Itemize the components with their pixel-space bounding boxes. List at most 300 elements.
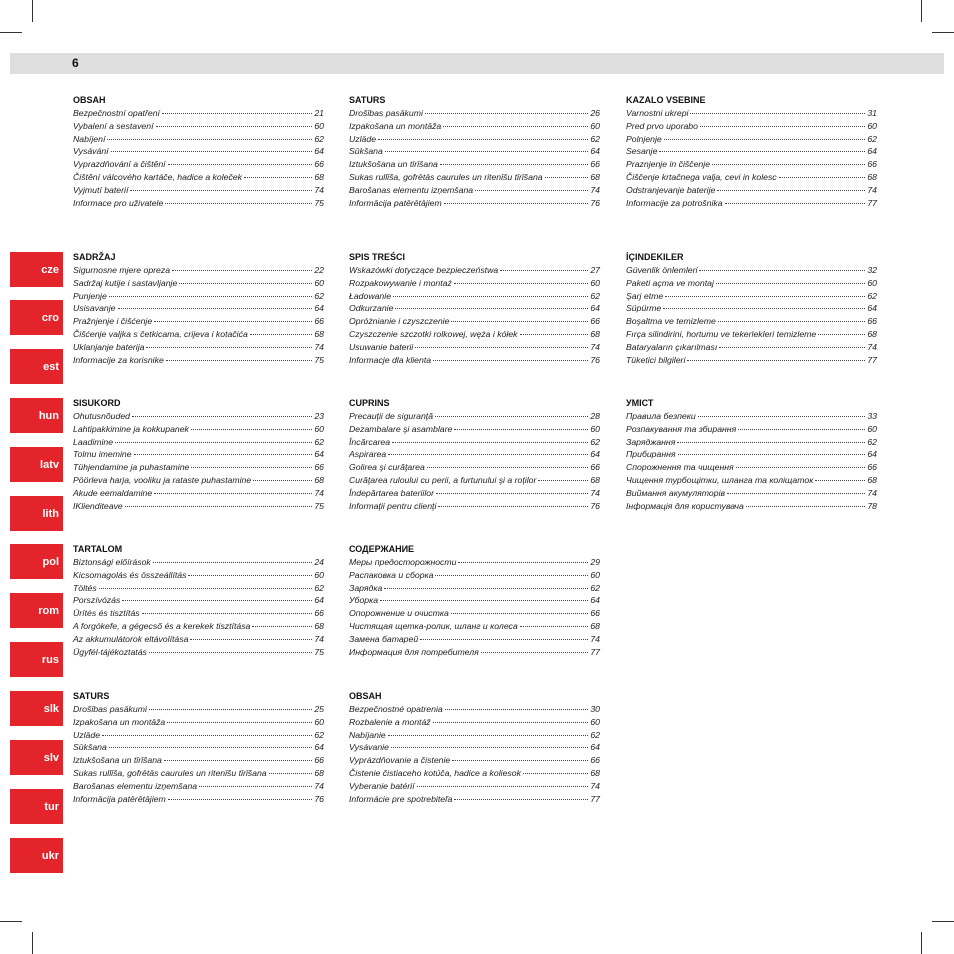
dot-leader (388, 454, 588, 455)
dot-leader (149, 652, 312, 653)
language-tab-latv[interactable]: latv (10, 447, 63, 482)
section-title: SADRŽAJ (73, 252, 116, 262)
dot-leader (716, 283, 865, 284)
toc-entry[interactable] (626, 354, 877, 367)
toc-entry[interactable] (349, 264, 600, 277)
entry-page-number: 29 (590, 557, 600, 567)
dot-leader (665, 296, 865, 297)
dot-leader (687, 360, 865, 361)
dot-leader (727, 493, 865, 494)
toc-entry[interactable] (349, 133, 600, 146)
entry-title: Uzlāde (349, 133, 377, 144)
toc-section (73, 95, 324, 209)
toc-entry[interactable] (349, 184, 600, 197)
crop-mark (32, 0, 33, 22)
language-tab-lith[interactable]: lith (10, 496, 63, 531)
dot-leader (425, 113, 588, 114)
dot-leader (818, 334, 865, 335)
toc-entry[interactable] (626, 264, 877, 277)
entry-title: Izpakošana un montāža (349, 120, 442, 131)
toc-entry[interactable] (349, 290, 600, 303)
dot-leader (443, 126, 588, 127)
entry-page-number: 27 (590, 265, 600, 275)
dot-leader (391, 747, 588, 748)
toc-section (73, 252, 324, 366)
entry-page-number: 62 (314, 729, 324, 740)
toc-entry[interactable] (73, 633, 324, 646)
toc-entry[interactable] (73, 410, 324, 423)
entry-title: Az akkumulátorok eltávolítása (73, 633, 189, 644)
entry-page-number: 66 (867, 159, 877, 170)
entry-page-number: 64 (867, 449, 877, 460)
entry-title: Încărcarea (349, 436, 391, 447)
dot-leader (725, 203, 866, 204)
toc-entry[interactable] (349, 158, 600, 171)
entry-title: Rozpakowywanie i montaż (349, 277, 452, 288)
toc-entry[interactable] (73, 646, 324, 659)
entry-title: Nabíjanie (349, 729, 386, 740)
toc-entry[interactable] (626, 448, 877, 461)
entry-page-number: 77 (590, 793, 600, 804)
dot-leader (427, 467, 589, 468)
dot-leader (168, 164, 313, 165)
toc-entry[interactable] (626, 341, 877, 354)
dot-leader (520, 334, 589, 335)
entry-title: Uklanjanje baterija (73, 341, 145, 352)
entry-title: Tühjendamine ja puhastamine (73, 462, 190, 473)
entry-title: Sūkšana (73, 742, 107, 753)
entry-page-number: 74 (314, 780, 324, 791)
entry-title: Informācija patērētājiem (73, 793, 166, 804)
entry-page-number: 76 (590, 354, 600, 365)
dot-leader (378, 139, 588, 140)
dot-leader (153, 562, 313, 563)
toc-entry[interactable] (73, 423, 324, 436)
entry-title: Precauţii de siguranţă (349, 411, 434, 421)
toc-entry[interactable] (73, 120, 324, 133)
toc-entry[interactable] (626, 436, 877, 449)
entry-title: Tolmu imemine (73, 449, 132, 460)
toc-entry[interactable] (349, 171, 600, 184)
toc-entry[interactable] (73, 302, 324, 315)
toc-entry[interactable] (73, 315, 324, 328)
entry-page-number: 75 (314, 354, 324, 365)
toc-entry[interactable] (626, 197, 877, 210)
toc-entry[interactable] (73, 328, 324, 341)
toc-entry[interactable] (73, 158, 324, 171)
entry-page-number: 60 (867, 423, 877, 434)
entry-page-number: 74 (590, 633, 600, 644)
toc-entry[interactable] (349, 633, 600, 646)
toc-section (626, 95, 877, 209)
entry-page-number: 68 (590, 328, 600, 339)
toc-entry[interactable] (349, 474, 600, 487)
dot-leader (134, 454, 313, 455)
toc-entry[interactable] (73, 729, 324, 742)
toc-entry[interactable] (349, 646, 600, 659)
entry-title: Odkurzanie (349, 303, 394, 314)
toc-entry[interactable] (626, 158, 877, 171)
entry-page-number: 60 (590, 423, 600, 434)
dot-leader (690, 113, 865, 114)
header-bar (10, 53, 944, 74)
dot-leader (452, 760, 588, 761)
entry-title: Dezambalare şi asamblare (349, 423, 453, 434)
entry-page-number: 25 (314, 704, 324, 714)
entry-page-number: 21 (314, 108, 324, 118)
entry-page-number: 74 (314, 633, 324, 644)
toc-entry[interactable] (73, 145, 324, 158)
dot-leader (698, 416, 866, 417)
language-tab-slk[interactable]: slk (10, 691, 63, 726)
entry-page-number: 62 (867, 436, 877, 447)
toc-entry[interactable] (349, 107, 600, 120)
toc-entry[interactable] (73, 569, 324, 582)
entry-title: Опорожнение и очистка (349, 608, 449, 619)
section-title: SISUKORD (73, 398, 121, 408)
dot-leader (393, 296, 588, 297)
entry-page-number: 68 (590, 767, 600, 778)
entry-page-number: 66 (590, 159, 600, 170)
entry-title: Спорожнення та чищення (626, 462, 734, 473)
toc-entry[interactable] (73, 487, 324, 500)
toc-entry[interactable] (626, 290, 877, 303)
entry-title: Прибирання (626, 449, 676, 460)
entry-page-number: 60 (314, 423, 324, 434)
crop-mark (32, 932, 33, 954)
toc-entry[interactable] (349, 487, 600, 500)
toc-entry[interactable] (626, 423, 877, 436)
toc-entry[interactable] (349, 410, 600, 423)
crop-mark (0, 32, 22, 33)
entry-page-number: 77 (590, 646, 600, 657)
toc-entry[interactable] (349, 277, 600, 290)
entry-page-number: 64 (314, 595, 324, 606)
dot-leader (130, 190, 312, 191)
entry-page-number: 68 (867, 328, 877, 339)
toc-entry[interactable] (349, 354, 600, 367)
entry-title: Vybalení a sestavení (73, 120, 154, 131)
toc-entry[interactable] (626, 277, 877, 290)
toc-entry[interactable] (73, 354, 324, 367)
language-tab-pol[interactable]: pol (10, 544, 63, 579)
entry-page-number: 22 (314, 265, 324, 275)
entry-page-number: 62 (314, 290, 324, 301)
entry-page-number: 64 (314, 742, 324, 753)
toc-entry[interactable] (626, 120, 877, 133)
toc-entry[interactable] (349, 607, 600, 620)
entry-page-number: 32 (867, 265, 877, 275)
entry-page-number: 60 (590, 569, 600, 580)
toc-entry[interactable] (73, 474, 324, 487)
toc-entry[interactable] (73, 184, 324, 197)
language-tab-tur[interactable]: tur (10, 789, 63, 824)
entry-title: Čištění válcového kartáče, hadice a koleček (73, 171, 243, 182)
dot-leader (444, 203, 589, 204)
dot-leader (435, 575, 588, 576)
entry-title: Biztonsági előírások (73, 557, 151, 567)
toc-entry[interactable] (73, 767, 324, 780)
language-tab-hun[interactable]: hun (10, 398, 63, 433)
toc-section (73, 544, 324, 658)
entry-title: Praznjenje in čiščenje (626, 159, 711, 170)
section-title: OBSAH (349, 691, 382, 701)
language-tab-rus[interactable]: rus (10, 642, 63, 677)
entry-page-number: 66 (590, 462, 600, 473)
entry-page-number: 68 (867, 474, 877, 485)
dot-leader (520, 626, 589, 627)
dot-leader (415, 347, 588, 348)
dot-leader (384, 588, 588, 589)
toc-entry[interactable] (349, 500, 600, 513)
toc-entry[interactable] (626, 145, 877, 158)
toc-entry[interactable] (626, 302, 877, 315)
entry-page-number: 68 (590, 620, 600, 631)
entry-title: Iztukšošana un tīrīšana (349, 159, 438, 170)
entry-title: Nabíjení (73, 133, 106, 144)
toc-entry[interactable] (349, 302, 600, 315)
entry-title: Čiščenje krtačnega valja, cevi in kolesc (626, 171, 777, 182)
entry-title: Ładowanie (349, 290, 392, 301)
toc-entry[interactable] (626, 410, 877, 423)
toc-entry[interactable] (73, 556, 324, 569)
toc-entry[interactable] (626, 487, 877, 500)
section-title: KAZALO VSEBINE (626, 95, 706, 105)
dot-leader (454, 799, 588, 800)
dot-leader (132, 416, 312, 417)
dot-leader (678, 454, 866, 455)
entry-title: Vyberanie batérií (349, 780, 415, 791)
toc-entry[interactable] (73, 780, 324, 793)
toc-entry[interactable] (73, 197, 324, 210)
toc-entry[interactable] (73, 716, 324, 729)
dot-leader (191, 429, 312, 430)
toc-entry[interactable] (349, 729, 600, 742)
entry-title: Varnostni ukrepi (626, 108, 689, 118)
toc-entry[interactable] (349, 703, 600, 716)
entry-page-number: 77 (867, 354, 877, 365)
dot-leader (440, 164, 588, 165)
entry-title: Pred prvo uporabo (626, 120, 698, 131)
toc-entry[interactable] (349, 620, 600, 633)
toc-entry[interactable] (349, 145, 600, 158)
entry-page-number: 31 (867, 108, 877, 118)
dot-leader (436, 493, 588, 494)
entry-page-number: 62 (590, 729, 600, 740)
entry-page-number: 74 (867, 184, 877, 195)
toc-entry[interactable] (349, 716, 600, 729)
dot-leader (475, 190, 588, 191)
toc-entry[interactable] (73, 793, 324, 806)
entry-title: Informacije za potrošnika (626, 197, 723, 208)
dot-leader (433, 360, 588, 361)
entry-title: Boşaltma ve temizleme (626, 316, 716, 327)
entry-title: Vyprazdňování a čištění (73, 159, 166, 170)
toc-entry[interactable] (73, 171, 324, 184)
entry-title: A forgókefe, a gégecső és a kerekek tisztítása (73, 620, 251, 631)
toc-entry[interactable] (349, 556, 600, 569)
toc-entry[interactable] (349, 594, 600, 607)
toc-entry[interactable] (73, 107, 324, 120)
entry-title: Şarj etme (626, 290, 664, 301)
entry-page-number: 60 (867, 120, 877, 131)
entry-page-number: 68 (314, 620, 324, 631)
toc-entry[interactable] (626, 328, 877, 341)
toc-entry[interactable] (349, 780, 600, 793)
toc-entry[interactable] (73, 277, 324, 290)
entry-page-number: 23 (314, 411, 324, 421)
dot-leader (125, 506, 313, 507)
toc-entry[interactable] (73, 436, 324, 449)
toc-entry[interactable] (73, 620, 324, 633)
entry-title: Informacje dla klienta (349, 354, 432, 365)
entry-page-number: 66 (590, 316, 600, 327)
entry-page-number: 60 (314, 120, 324, 131)
entry-page-number: 64 (314, 303, 324, 314)
language-tab-slv[interactable]: slv (10, 740, 63, 775)
entry-page-number: 24 (314, 557, 324, 567)
dot-leader (736, 467, 866, 468)
entry-page-number: 62 (590, 290, 600, 301)
crop-mark (921, 0, 922, 22)
toc-entry[interactable] (349, 754, 600, 767)
toc-entry[interactable] (349, 341, 600, 354)
toc-entry[interactable] (73, 133, 324, 146)
language-tab-est[interactable]: est (10, 349, 63, 384)
toc-entry[interactable] (349, 767, 600, 780)
dot-leader (165, 203, 312, 204)
dot-leader (164, 760, 312, 761)
toc-entry[interactable] (349, 793, 600, 806)
toc-entry[interactable] (73, 461, 324, 474)
entry-page-number: 62 (590, 582, 600, 593)
entry-title: Lahtipakkimine ja kokkupanek (73, 423, 189, 434)
toc-entry[interactable] (349, 741, 600, 754)
entry-page-number: 74 (314, 341, 324, 352)
toc-entry[interactable] (73, 290, 324, 303)
entry-page-number: 64 (867, 146, 877, 157)
entry-page-number: 62 (590, 436, 600, 447)
dot-leader (445, 709, 589, 710)
toc-entry[interactable] (73, 607, 324, 620)
toc-entry[interactable] (626, 461, 877, 474)
toc-entry[interactable] (349, 448, 600, 461)
entry-title: Розпакування та збирання (626, 423, 737, 434)
entry-title: Виймання акумуляторів (626, 487, 726, 498)
entry-page-number: 60 (590, 120, 600, 131)
toc-entry[interactable] (349, 120, 600, 133)
toc-entry[interactable] (349, 328, 600, 341)
toc-entry[interactable] (349, 315, 600, 328)
entry-title: Sūkšana (349, 146, 383, 157)
entry-title: Informaţii pentru clienţi (349, 500, 437, 511)
toc-entry[interactable] (349, 436, 600, 449)
toc-entry[interactable] (626, 500, 877, 513)
toc-entry[interactable] (626, 184, 877, 197)
entry-title: Čistenie čistiaceho kotúča, hadice a koliesok (349, 767, 521, 778)
toc-entry[interactable] (73, 264, 324, 277)
dot-leader (395, 308, 588, 309)
entry-page-number: 60 (314, 569, 324, 580)
language-tab-cro[interactable]: cro (10, 300, 63, 335)
entry-title: Töltés (73, 582, 97, 593)
dot-leader (435, 416, 588, 417)
entry-page-number: 74 (314, 487, 324, 498)
dot-leader (433, 722, 589, 723)
entry-title: Informacije za korisnike (73, 354, 164, 365)
language-tab-rom[interactable]: rom (10, 593, 63, 628)
dot-leader (244, 177, 312, 178)
toc-entry[interactable] (349, 569, 600, 582)
toc-entry[interactable] (349, 582, 600, 595)
entry-page-number: 66 (867, 462, 877, 473)
toc-entry[interactable] (626, 107, 877, 120)
toc-entry[interactable] (73, 741, 324, 754)
entry-title: Barošanas elementu izņemšana (349, 184, 474, 195)
entry-title: Izpakošana un montāža (73, 716, 166, 727)
dot-leader (417, 786, 589, 787)
dot-leader (167, 722, 312, 723)
dot-leader (154, 321, 312, 322)
toc-entry[interactable] (626, 474, 877, 487)
toc-entry[interactable] (626, 133, 877, 146)
toc-entry[interactable] (349, 197, 600, 210)
toc-entry[interactable] (73, 448, 324, 461)
dot-leader (699, 270, 865, 271)
entry-title: Bezpečnostní opatření (73, 108, 160, 118)
dot-leader (146, 347, 312, 348)
language-tab-cze[interactable]: cze (10, 252, 63, 287)
entry-page-number: 74 (867, 487, 877, 498)
entry-title: Sesanje (626, 146, 658, 157)
entry-page-number: 74 (590, 487, 600, 498)
dot-leader (166, 360, 313, 361)
entry-page-number: 30 (590, 704, 600, 714)
toc-entry[interactable] (626, 315, 877, 328)
toc-entry[interactable] (73, 703, 324, 716)
entry-page-number: 62 (867, 133, 877, 144)
dot-leader (677, 442, 865, 443)
toc-entry[interactable] (349, 461, 600, 474)
toc-entry[interactable] (626, 171, 877, 184)
entry-page-number: 64 (590, 742, 600, 753)
toc-section (349, 544, 600, 658)
page-number: 6 (72, 56, 79, 70)
dot-leader (779, 177, 866, 178)
toc-entry[interactable] (73, 500, 324, 513)
entry-page-number: 68 (314, 171, 324, 182)
dot-leader (481, 652, 589, 653)
entry-title: Заряджання (626, 436, 676, 447)
toc-entry[interactable] (73, 594, 324, 607)
entry-title: IKlienditeave (73, 500, 123, 511)
entry-title: Uzlāde (73, 729, 101, 740)
entry-page-number: 64 (590, 146, 600, 157)
entry-title: Зарядка (349, 582, 383, 593)
entry-title: Süpürme (626, 303, 662, 314)
toc-entry[interactable] (73, 582, 324, 595)
entry-title: Чистящая щетка-ролик, шланг и колеса (349, 620, 518, 631)
toc-entry[interactable] (349, 423, 600, 436)
entry-title: Usuwanie baterii (349, 341, 414, 352)
entry-title: Vysávání (73, 146, 109, 157)
toc-entry[interactable] (73, 341, 324, 354)
toc-entry[interactable] (73, 754, 324, 767)
entry-title: Akude eemaldamine (73, 487, 153, 498)
entry-page-number: 74 (314, 184, 324, 195)
language-tab-ukr[interactable]: ukr (10, 838, 63, 873)
entry-page-number: 64 (590, 303, 600, 314)
